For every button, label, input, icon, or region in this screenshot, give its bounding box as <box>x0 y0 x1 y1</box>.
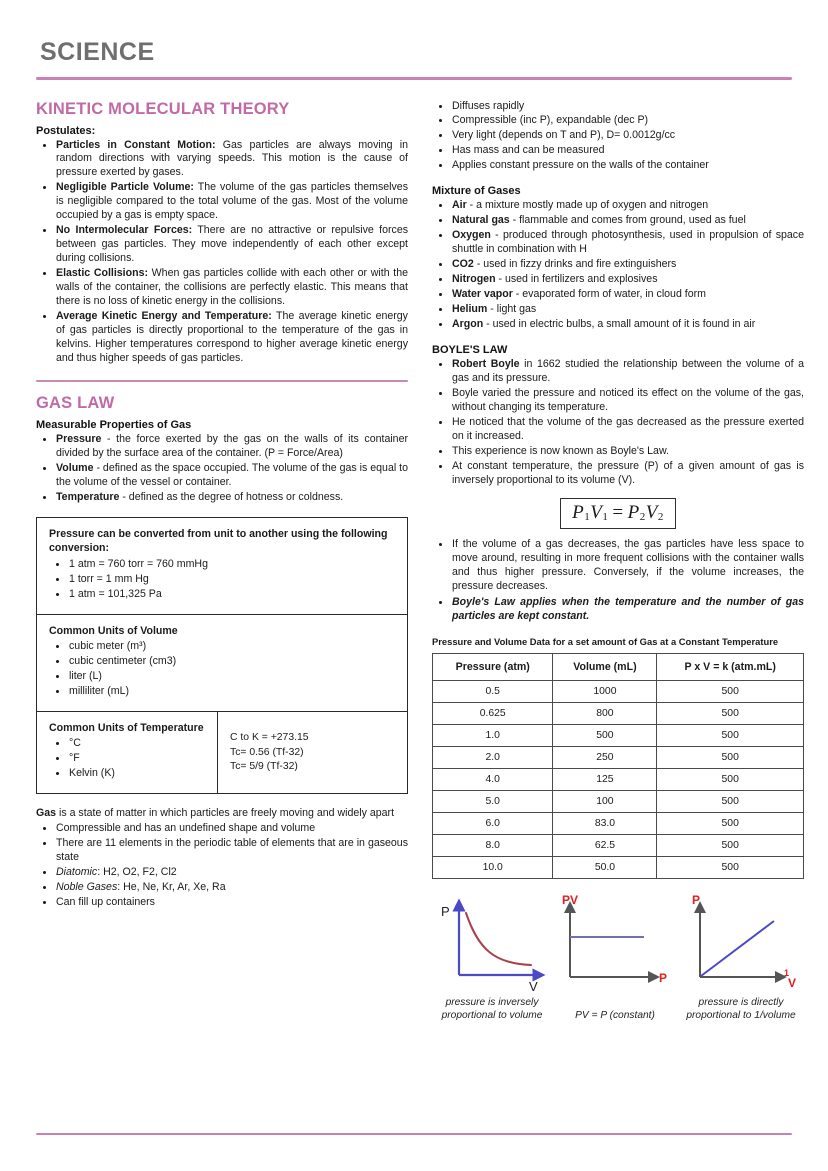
graph-1-svg <box>433 893 551 993</box>
gas-state-item <box>55 881 408 895</box>
temperature-units-row <box>37 712 407 793</box>
subheading-boyles-law: BOYLE'S LAW <box>432 344 508 357</box>
formula-equals: = <box>612 501 624 523</box>
table-cell: 1.0 <box>433 724 553 746</box>
table-row <box>433 834 804 856</box>
table-row <box>433 724 804 746</box>
graph-2-y-label: PV <box>562 892 579 907</box>
gas-property-bullet-text: Diffuses rapidly <box>452 99 525 112</box>
table-header-row <box>433 653 804 680</box>
formula-sub3: 2 <box>639 510 646 523</box>
gas-property-bullet <box>451 114 804 128</box>
temperature-conversion-line: C to K = +273.15 <box>230 731 309 743</box>
boyles-law-item <box>451 416 804 444</box>
boyles-law-formula-wrapper <box>432 498 804 529</box>
postulate-item-term: Negligible Particle Volume: <box>56 181 194 194</box>
pressure-conversion-item <box>68 588 395 602</box>
mixture-item <box>451 303 804 317</box>
table-cell: 6.0 <box>433 812 553 834</box>
mixture-item-text: - produced through photosynthesis, used in propulsion of space shuttle in combination with H <box>452 229 804 256</box>
gas-state-item <box>55 866 408 880</box>
gas-state-item-text: There are 11 elements in the periodic table of elements that are in gaseous state <box>56 837 408 864</box>
mixture-item-term: Nitrogen <box>452 273 496 286</box>
gas-definition-paragraph <box>36 806 408 820</box>
gas-state-item <box>55 896 408 910</box>
table-cell: 500 <box>657 746 804 768</box>
gas-property-item-term: Volume <box>56 461 94 474</box>
gas-properties-list <box>432 100 804 174</box>
mixture-item <box>451 318 804 332</box>
formula-p2: P <box>627 501 640 523</box>
temperature-unit-item <box>68 767 205 781</box>
gas-property-item-term: Temperature <box>56 490 120 503</box>
data-table-caption: Pressure and Volume Data for a set amount of Gas at a Constant Temperature <box>432 635 779 647</box>
gas-state-item-text: Compressible and has an undefined shape and volume <box>56 822 316 835</box>
gas-state-list <box>36 822 408 910</box>
measurable-properties-list <box>36 433 408 505</box>
volume-unit-item <box>68 640 395 654</box>
gas-property-item <box>55 491 408 505</box>
mixture-item-text: - light gas <box>487 303 537 316</box>
postulate-item <box>55 181 408 223</box>
graph-2-caption: PV = P (constant) <box>575 1009 655 1021</box>
graph-pv-vs-p <box>554 893 676 1023</box>
mixture-item-term: Water vapor <box>452 288 513 301</box>
postulate-item-term: Elastic Collisions: <box>56 267 148 280</box>
graph-1-caption: pressure is inversely proportional to volume <box>441 996 543 1021</box>
table-row <box>433 790 804 812</box>
formula-v1: V <box>590 501 603 523</box>
subheading-measurable-properties: Measurable Properties of Gas <box>36 419 192 431</box>
pressure-conversion-item <box>68 573 395 587</box>
postulate-item <box>55 139 408 181</box>
temperature-unit-item-text: Kelvin (K) <box>69 767 115 780</box>
temperature-units-list <box>49 737 205 781</box>
page-title: SCIENCE <box>40 38 155 66</box>
boyles-law-item-text: He noticed that the volume of the gas decreased as the pressure exerted on it increased. <box>452 415 804 442</box>
section-heading-gas-law: GAS LAW <box>36 394 115 412</box>
gas-definition-term: Gas <box>36 807 57 820</box>
table-row <box>433 702 804 724</box>
mixture-item <box>451 288 804 302</box>
graph-1-y-label: P <box>441 903 450 919</box>
table-cell: 0.5 <box>433 680 553 702</box>
mixture-item-text: - used in fizzy drinks and fire extinguishers <box>473 258 677 271</box>
table-cell: 800 <box>553 702 657 724</box>
postulate-item-text: There are no attractive or repulsive forces between gas particles. They move independently of each other except during collisions. <box>56 224 409 265</box>
gas-property-bullet-text: Compressible (inc P), expandable (dec P) <box>452 114 649 127</box>
graph-3-y-label: P <box>692 892 701 907</box>
pressure-conversion-list <box>49 558 395 602</box>
volume-units-list <box>49 640 395 699</box>
table-cell: 8.0 <box>433 834 553 856</box>
gas-state-item-text: : He, Ne, Kr, Ar, Xe, Ra <box>117 881 226 894</box>
gas-property-bullet <box>451 100 804 114</box>
volume-units-heading: Common Units of Volume <box>49 624 178 637</box>
temperature-unit-item <box>68 737 205 751</box>
temperature-conversion-line: Tc= 5/9 (Tf-32) <box>230 761 298 773</box>
mixture-item <box>451 214 804 228</box>
formula-sub4: 2 <box>657 510 664 523</box>
gas-state-item-text: Can fill up containers <box>56 896 155 909</box>
section-heading-kinetic-molecular-theory: KINETIC MOLECULAR THEORY <box>36 99 290 118</box>
gas-property-item-term: Pressure <box>56 433 102 445</box>
header-divider <box>36 77 792 80</box>
formula-sub2: 1 <box>602 510 609 523</box>
table-row <box>433 680 804 702</box>
postulate-item-text: The volume of the gas particles themselves is negligible compared to the total volume of the gas. Most of the volume occupied by a gas is empty space. <box>56 181 408 222</box>
postulate-item <box>55 224 408 266</box>
footer-divider <box>36 1133 792 1136</box>
gas-property-item <box>55 462 408 490</box>
table-cell: 125 <box>553 768 657 790</box>
units-reference-box <box>36 517 408 794</box>
table-cell: 0.625 <box>433 702 553 724</box>
boyles-law-conclusion-list <box>432 538 804 624</box>
temperature-conversion-line: Tc= 0.56 (Tf-32) <box>230 746 304 758</box>
temperature-unit-item-text: °F <box>69 752 80 765</box>
postulate-item-term: Particles in Constant Motion: <box>56 138 216 151</box>
graph-pressure-vs-volume <box>432 893 552 1023</box>
graph-3-x-label-denominator: V <box>788 975 797 990</box>
gas-property-bullet-text: Has mass and can be measured <box>452 144 605 157</box>
pressure-conversion-item-text: 1 atm = 760 torr = 760 mmHg <box>69 557 208 570</box>
boyles-law-item-text: At constant temperature, the pressure (P) of a given amount of gas is inversely proportional to its volume (V). <box>452 459 804 486</box>
table-cell: 5.0 <box>433 790 553 812</box>
graph-p-vs-inverse-v <box>678 893 804 1023</box>
gas-property-bullet <box>451 144 804 158</box>
mixture-item-term: Natural gas <box>452 214 510 227</box>
boyles-law-item-text: This experience is now known as Boyle's Law. <box>452 444 669 457</box>
table-cell: 1000 <box>553 680 657 702</box>
volume-unit-item-text: cubic meter (m³) <box>69 639 147 652</box>
postulate-item-term: Average Kinetic Energy and Temperature: <box>56 310 272 323</box>
formula-p1: P <box>572 501 585 523</box>
boyles-conclusion-text: If the volume of a gas decreases, the gas particles have less space to move around, resulting in more frequent collisions with the container walls and thus higher pressure. Conversely, if the volume increases, the pressure decreases. <box>452 537 804 592</box>
pressure-conversion-item-text: 1 atm = 101,325 Pa <box>69 587 162 600</box>
table-cell: 500 <box>657 812 804 834</box>
gas-property-bullet-text: Applies constant pressure on the walls of the container <box>452 159 709 172</box>
postulate-item-text: When gas particles collide with each other or with the walls of the container, the collisions are perfectly elastic. This means that there is no loss of kinetic energy in the collisions. <box>56 267 408 308</box>
gas-property-bullet <box>451 129 804 143</box>
boyles-law-item <box>451 358 804 386</box>
boyles-law-item-text: Boyle varied the pressure and noticed its effect on the volume of the gas, without changing its temperature. <box>452 387 804 413</box>
table-row <box>433 746 804 768</box>
gas-state-item-text: : H2, O2, F2, Cl2 <box>97 866 177 879</box>
table-cell: 500 <box>553 724 657 746</box>
table-cell: 2.0 <box>433 746 553 768</box>
left-column <box>36 100 408 912</box>
mixture-item <box>451 273 804 287</box>
table-cell: 62.5 <box>553 834 657 856</box>
temperature-conversion-cell <box>218 712 407 793</box>
volume-unit-item-text: liter (L) <box>69 669 102 682</box>
graph-3-caption: pressure is directly proportional to 1/volume <box>686 996 796 1021</box>
temperature-conversion-formulas <box>230 731 395 775</box>
table-cell: 100 <box>553 790 657 812</box>
boyles-conclusion-item <box>451 538 804 594</box>
mixture-item-term: Helium <box>452 303 488 316</box>
volume-unit-item <box>68 685 395 699</box>
mixture-item-term: Argon <box>452 318 484 331</box>
gas-property-item <box>55 433 408 461</box>
table-cell: 500 <box>657 856 804 878</box>
boyles-law-graphs <box>432 893 804 1023</box>
mixture-item <box>451 199 804 213</box>
temperature-units-cell <box>37 712 218 793</box>
volume-unit-item-text: milliliter (mL) <box>69 684 130 697</box>
gas-property-bullet <box>451 159 804 173</box>
postulate-item-text: The average kinetic energy of gas particles is directly proportional to the temperature of the gas in kelvins. Higher temperatures correspond to higher average kinetic energy and thus higher speeds of gas particles. <box>56 310 408 365</box>
table-row <box>433 812 804 834</box>
volume-unit-item <box>68 670 395 684</box>
graph-2-x-label: P <box>659 970 668 985</box>
table-cell: 10.0 <box>433 856 553 878</box>
table-column-header: P x V = k (atm.mL) <box>657 653 804 680</box>
volume-unit-item-text: cubic centimeter (cm3) <box>69 654 177 667</box>
right-column <box>432 100 804 1023</box>
gas-property-bullet-text: Very light (depends on T and P), D= 0.0012g/cc <box>452 129 676 142</box>
gas-property-item-text: - the force exerted by the gas on the walls of its container divided by the surface area of the container. (P = Force/Area) <box>56 433 408 459</box>
table-body <box>433 680 804 878</box>
table-cell: 500 <box>657 680 804 702</box>
subheading-postulates: Postulates: <box>36 124 96 137</box>
two-column-layout <box>36 99 804 1023</box>
graph-3-x-label-numerator: 1 <box>784 967 790 978</box>
gas-definition-text: is a state of matter in which particles are freely moving and widely apart <box>56 807 395 820</box>
pressure-volume-data-table <box>432 653 804 879</box>
gas-property-item-text: - defined as the degree of hotness or coldness. <box>119 490 344 503</box>
table-cell: 4.0 <box>433 768 553 790</box>
boyles-conclusion-item <box>451 596 804 624</box>
boyles-law-item <box>451 387 804 415</box>
pressure-conversion-item-text: 1 torr = 1 mm Hg <box>69 572 149 585</box>
mixture-item <box>451 258 804 272</box>
temperature-units-heading: Common Units of Temperature <box>49 721 204 734</box>
temperature-unit-item-text: °C <box>69 737 81 750</box>
boyles-conclusion-text: Boyle's Law applies when the temperature and the number of gas particles are kept constant. <box>452 595 804 622</box>
volume-unit-item <box>68 655 395 669</box>
mixture-item-text: - flammable and comes from ground, used as fuel <box>509 214 746 227</box>
formula-v2: V <box>645 501 658 523</box>
gas-state-item-term: Noble Gases <box>56 881 118 894</box>
mixture-item-term: CO2 <box>452 258 474 271</box>
volume-units-row <box>37 615 407 712</box>
mixture-item-text: - used in electric bulbs, a small amount of it is found in air <box>483 318 756 331</box>
gas-property-item-text: - defined as the space occupied. The volume of the gas is equal to the volume of the vessel or container. <box>56 461 408 488</box>
subheading-mixture-of-gases: Mixture of Gases <box>432 185 521 198</box>
mixture-item-text: - a mixture mostly made up of oxygen and nitrogen <box>466 199 709 212</box>
pressure-conversion-row <box>37 518 407 615</box>
table-cell: 500 <box>657 790 804 812</box>
gas-state-item-term: Diatomic <box>56 866 98 879</box>
pressure-conversion-item <box>68 558 395 572</box>
temperature-unit-item <box>68 752 205 766</box>
postulate-item-term: No Intermolecular Forces: <box>56 224 193 237</box>
table-cell: 500 <box>657 768 804 790</box>
pressure-conversion-heading: Pressure can be converted from unit to another using the following conversion: <box>49 527 388 555</box>
table-cell: 50.0 <box>553 856 657 878</box>
graph-3-svg <box>678 893 804 993</box>
postulate-item <box>55 267 408 309</box>
mixture-of-gases-list <box>432 199 804 332</box>
formula-sub1: 1 <box>584 510 591 523</box>
table-cell: 500 <box>657 724 804 746</box>
boyles-law-item-term: Robert Boyle <box>452 358 520 371</box>
graph-1-x-label: V <box>529 978 538 993</box>
table-row <box>433 856 804 878</box>
boyles-law-formula <box>560 498 676 529</box>
mixture-item-term: Air <box>452 199 467 212</box>
boyles-law-list <box>432 358 804 488</box>
postulate-item-text: Gas particles are always moving in random directions with varying speeds. This motion is the cause of pressure exerted by gases. <box>56 138 408 179</box>
table-cell: 500 <box>657 702 804 724</box>
table-cell: 500 <box>657 834 804 856</box>
mixture-item-term: Oxygen <box>452 229 491 242</box>
mixture-item-text: - used in fertilizers and explosives <box>495 273 658 286</box>
table-cell: 250 <box>553 746 657 768</box>
table-column-header: Volume (mL) <box>553 653 657 680</box>
gas-state-item <box>55 822 408 836</box>
gas-state-item <box>55 837 408 865</box>
table-cell: 83.0 <box>553 812 657 834</box>
postulate-item <box>55 310 408 366</box>
mixture-item-text: - evaporated form of water, in cloud form <box>512 288 706 301</box>
graph-2-svg <box>554 893 676 993</box>
table-column-header: Pressure (atm) <box>433 653 553 680</box>
mixture-item <box>451 229 804 257</box>
boyles-law-item <box>451 460 804 488</box>
boyles-law-item <box>451 445 804 459</box>
boyles-law-item-text: in 1662 studied the relationship between the volume of a gas and its pressure. <box>452 358 804 385</box>
kinetic-theory-postulates-list <box>36 139 408 367</box>
section-divider <box>36 380 408 382</box>
table-row <box>433 768 804 790</box>
